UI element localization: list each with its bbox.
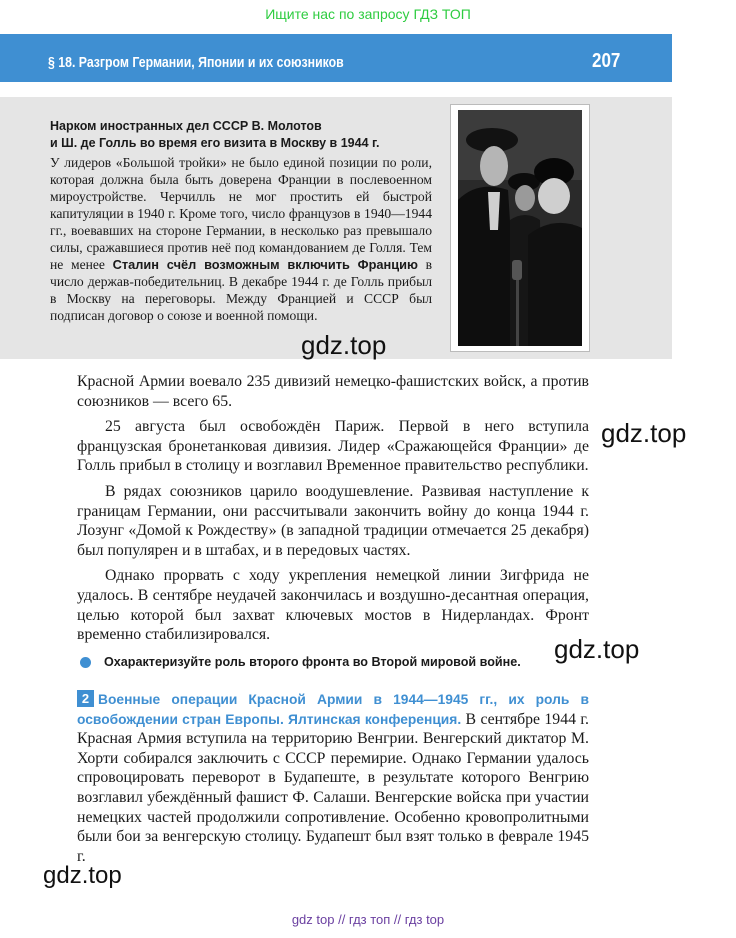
review-question [80,655,600,669]
chapter-title: § 18. Разгром Германии, Японии и их союзников [48,54,344,71]
historic-photo-frame [450,104,590,352]
box-text-bold: Сталин счёл возможным включить Францию [112,257,418,272]
bottom-links[interactable]: gdz top // гдз топ // гдз top [291,912,445,927]
watermark-4: gdz.top [43,862,122,889]
section-2-text: В сентябре 1944 г. Красная Армия вступила на территорию Венгрии. Венгерский диктатор М. Хорти собирался заключить с СССР перемирие. Однако Германии удалось спровоцировать переворот в Будапеште, в результате которого Венгрию возглавил убеждённый фашист Ф. Салаши. Венгерские войска при участии немецких частей продолжили сопротивление. Особенно кровопролитными были бои за венгерскую столицу. Будапешт был взят только в феврале 1945 г. [77,710,590,865]
paragraph-1: Красной Армии воевало 235 дивизий немецко-фашистских войск, а против союзников — всего 65. [77,373,589,410]
box-text-part-2: в число держав-победительниц. В декабре 1944 г. де Голль прибыл в Москву на переговоры. Между Францией и СССР был подписан договор о союзе и военной помощи. [50,257,433,323]
watermark-2: gdz.top [601,418,687,448]
box-text-part-1: У лидеров «Большой тройки» не было единой позиции по роли, которая должна была быть доверена Франции в послевоенном мироустройстве. Черчилль не мог простить ей быстрой капитуляции в 1940 г. Кроме того, число французов в 1940—1944 гг., воевавших на стороне Германии, в несколько раз превышало силы, сражавшиеся против неё под командованием де Голля. Тем не менее [50,155,432,272]
paragraph-3: В рядах союзников царило воодушевление. Развивая наступление к границам Германии, они рассчитывали закончить войну до конца 1944 г. Лозунг «Домой к Рождеству» (в западной традиции отмечается 25 декабря) был популярен и в штабах, и в передовых частях. [77,482,589,559]
watermark-3: gdz.top [554,634,640,664]
section-number-badge: 2 [77,690,94,707]
caption-line-2: и Ш. де Голль во время его визита в Москву в 1944 г. [50,136,380,150]
page-number: 207 [592,50,621,72]
caption-line-1: Нарком иностранных дел СССР В. Молотов [50,119,322,133]
section-2-title: Военные операции Красной Армии в 1944—1945 гг., их роль в освобождении стран Европы. Ялтинская конференция. [77,692,589,727]
section-2 [77,690,589,866]
chapter-header [0,34,672,82]
main-text [77,372,589,645]
paragraph-2: 25 августа был освобождён Париж. Первой в него вступила французская бронетанковая дивизия. Лидер «Сражающейся Франции» де Голль прибыл в столицу и возглавил Временное правительство республики. [77,418,589,475]
paragraph-4: Однако прорвать с ходу укрепления немецкой линии Зигфрида не удалось. В сентябре неудачей закончилась и воздушно-десантная операция, целью которой был захват ключевых мостов в Нидерландах. Фронт временно стабилизировался. [77,567,589,644]
historic-photo [458,110,582,346]
top-search-link[interactable]: Ищите нас по запросу ГДЗ ТОП [265,6,471,22]
watermark-1: gdz.top [301,330,387,360]
box-paragraph [50,154,432,324]
review-question-text: Охарактеризуйте роль второго фронта во Второй мировой войне. [104,655,521,669]
photo-caption [50,118,442,152]
photo-illustration [458,110,582,346]
